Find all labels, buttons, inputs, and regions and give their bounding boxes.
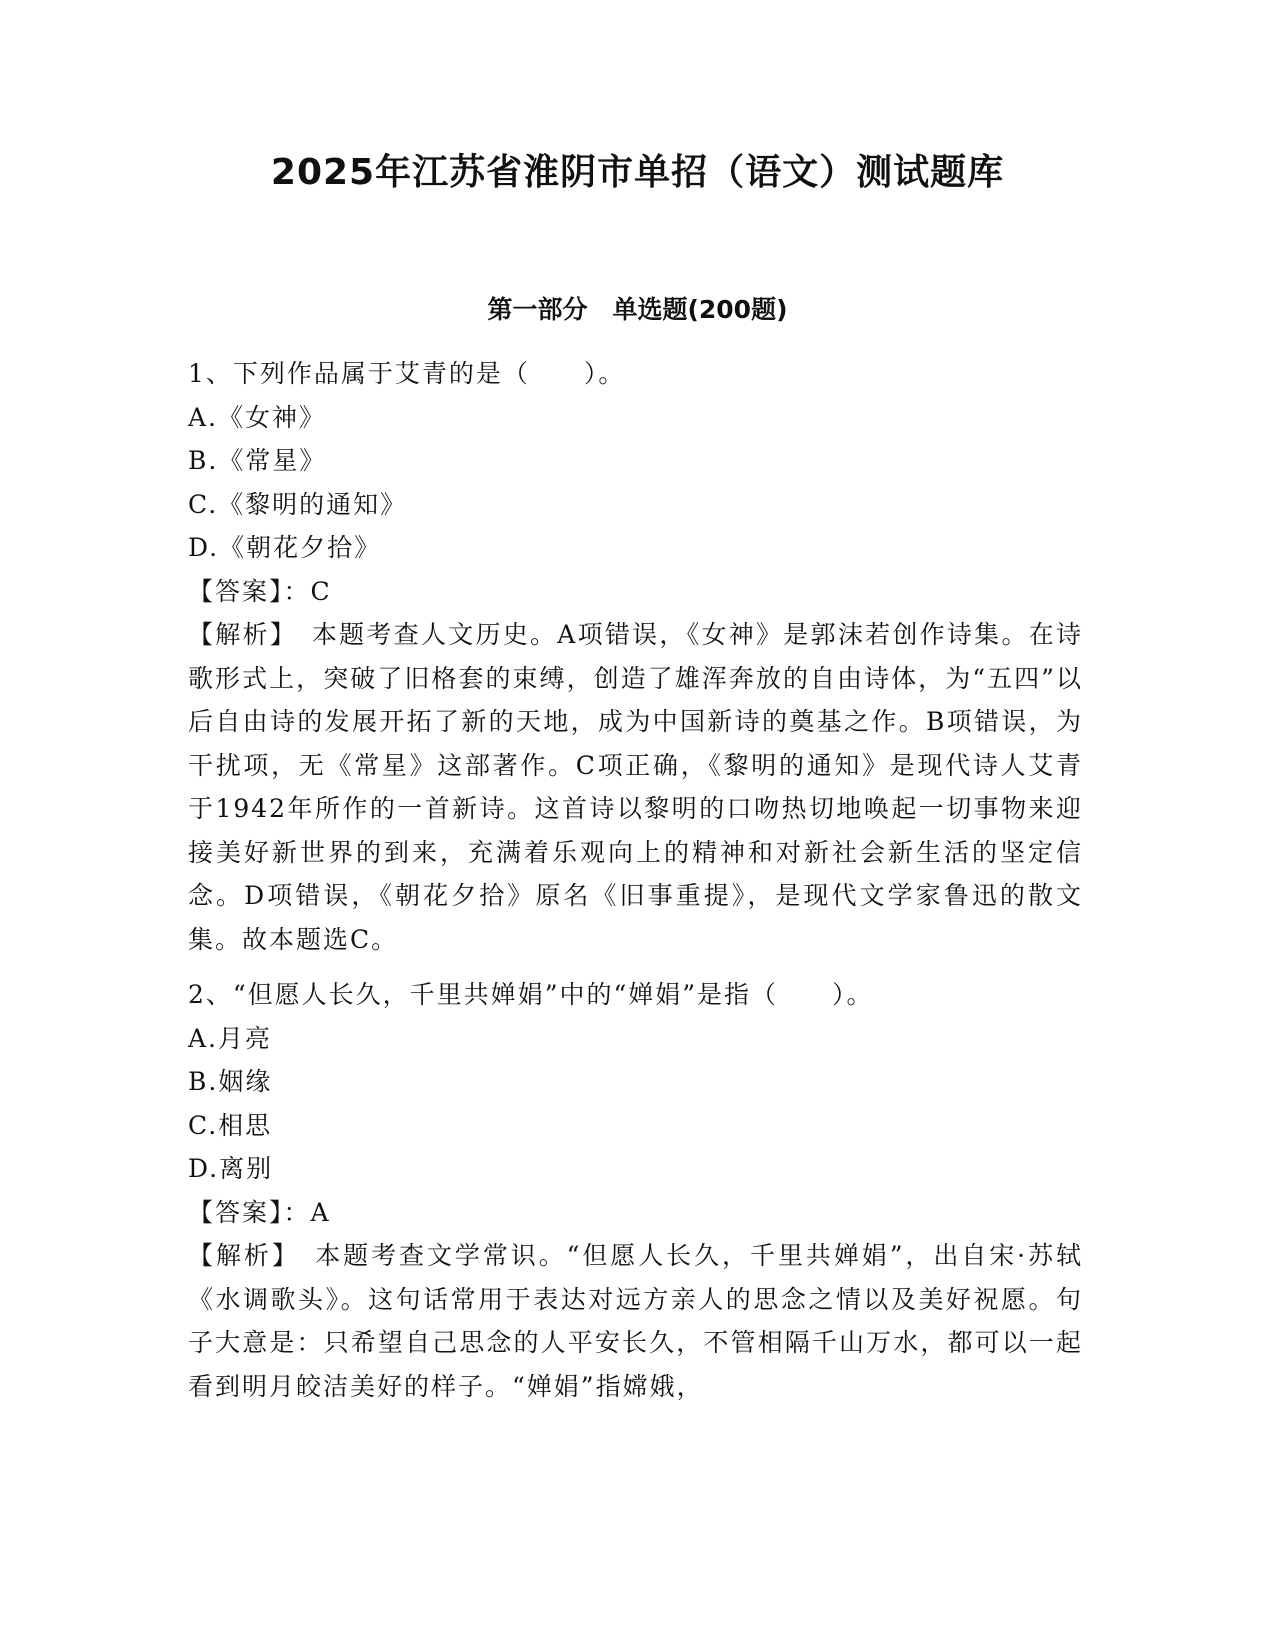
option-b: B.姻缘 [188, 1067, 273, 1096]
option-b: B.《常星》 [188, 446, 327, 475]
analysis-text: 本题考查文学常识。“但愿人长久，千里共婵娟”，出自宋·苏轼《水调歌头》。这句话常用于表达对远方亲人的思念之情以及美好祝愿。句子大意是：只希望自己思念的人平安长久，不管相隔千山万水，都可以一起看到明月皎洁美好的样子。“婵娟”指嫦娥， [188, 1241, 1083, 1401]
answer-value: C [310, 576, 332, 606]
question-2 [188, 973, 1083, 1408]
answer-label: 【答案】： [188, 1197, 311, 1227]
option-a: A.《女神》 [188, 402, 327, 432]
option-c: C.《黎明的通知》 [188, 489, 408, 519]
option-a: A.月亮 [188, 1023, 273, 1053]
answer-line [188, 570, 1083, 614]
question-1 [188, 352, 1083, 961]
question-stem: 1、下列作品属于艾青的是（ ）。 [188, 359, 626, 388]
question-stem: 2、“但愿人长久，千里共婵娟”中的“婵娟”是指（ ）。 [188, 980, 874, 1009]
document-title: 2025年江苏省淮阴市单招（语文）测试题库 [270, 152, 1005, 193]
analysis-label: 【解析】 [188, 620, 312, 649]
section-heading: 第一部分 单选题(200题) [487, 295, 788, 324]
question-list [188, 352, 1083, 1408]
answer-label: 【答案】： [188, 576, 311, 606]
analysis-paragraph [188, 1234, 1083, 1408]
answer-line [188, 1191, 1083, 1235]
analysis-paragraph [188, 613, 1083, 961]
option-d: D.离别 [188, 1154, 274, 1183]
answer-value: A [310, 1197, 331, 1227]
analysis-label: 【解析】 [188, 1241, 316, 1270]
option-c: C.相思 [188, 1110, 273, 1140]
analysis-text: 本题考查人文历史。A项错误，《女神》是郭沫若创作诗集。在诗歌形式上，突破了旧格套的束缚，创造了雄浑奔放的自由诗体，为“五四”以后自由诗的发展开拓了新的天地，成为中国新诗的奠基之作。B项错误，为干扰项，无《常星》这部著作。C项正确，《黎明的通知》是现代诗人艾青于1942年所作的一首新诗。这首诗以黎明的口吻热切地唤起一切事物来迎接美好新世界的到来，充满着乐观向上的精神和对新社会新生活的坚定信念。D项错误，《朝花夕拾》原名《旧事重提》，是现代文学家鲁迅的散文集。故本题选C。 [188, 620, 1083, 954]
option-d: D.《朝花夕拾》 [188, 533, 382, 562]
